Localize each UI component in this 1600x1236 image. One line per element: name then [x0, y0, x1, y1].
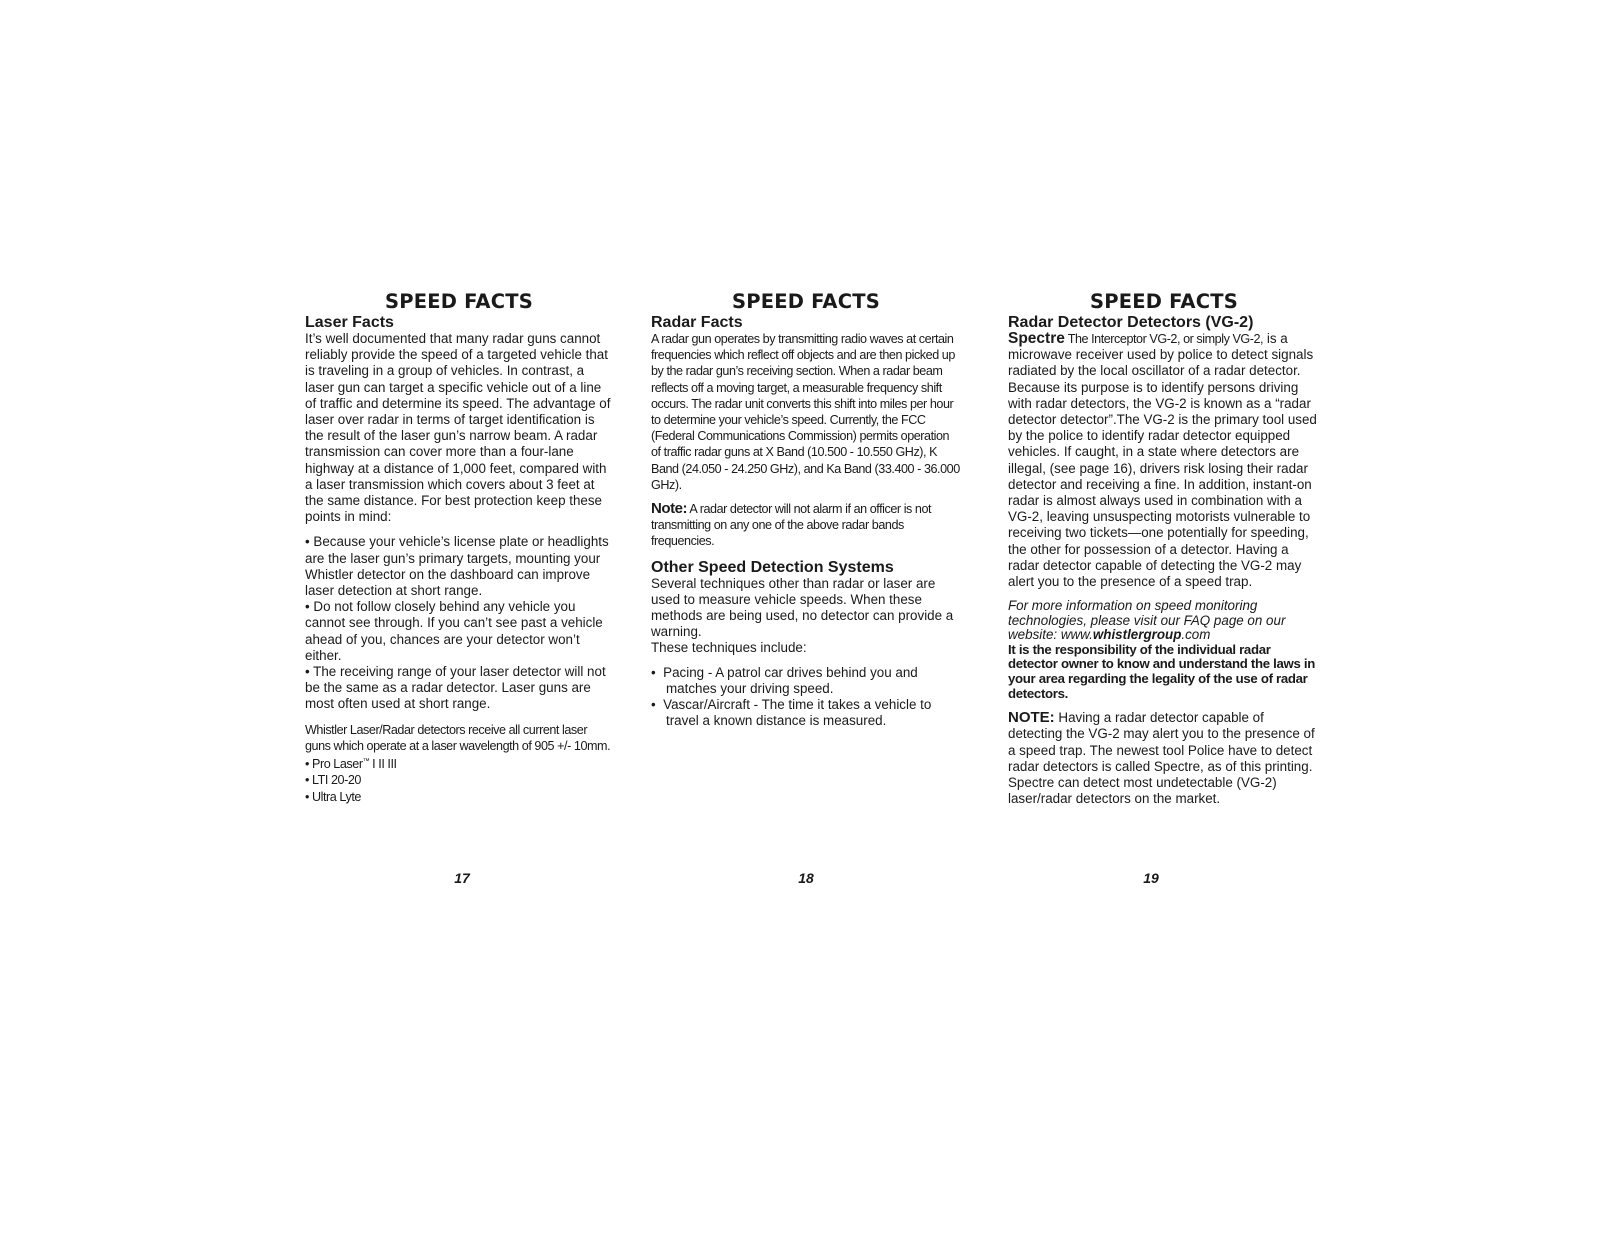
- page-number-18: 18: [798, 870, 814, 886]
- spectre-label: Spectre: [1008, 330, 1065, 347]
- laser-facts-intro: It’s well documented that many radar guns cannot reliably provide the speed of a targeted vehicle that is traveling in a group of vehicles. In contrast, a laser gun can target a specific vehicle out of a line of traffic and determine its speed. The advantage of laser over radar in terms of target identification is the result of the laser gun’s narrow beam. A radar transmission can cover more than a four-lane highway at a distance of 1,000 feet, compared with a laser transmission which covers about 3 feet at the same distance. For best protection keep these points in mind:: [305, 331, 611, 525]
- other-systems-subheading: Other Speed Detection Systems: [651, 558, 894, 576]
- page-17-heading: SPEED FACTS: [385, 290, 533, 313]
- more-info-text: For more information on speed monitoring technologies, please visit our FAQ page on our website: www.whistlergroup.com: [1008, 598, 1286, 643]
- radar-facts-intro: A radar gun operates by transmitting radio waves at certain frequencies which reflect off objects and are then picked up by the radar gun’s receiving section. When a radar beam reflects off a moving target, a measurable frequency shift occurs. The radar unit converts this shift into miles per hour to determine your vehicle’s speed. Currently, the FCC (Federal Communications Commission) permits operation of traffic radar guns at X Band (10.500 - 10.550 GHz), K Band (24.050 - 24.250 GHz), and Ka Band (33.400 - 36.000 GHz).: [651, 332, 960, 492]
- page-19: [1008, 290, 1320, 807]
- laser-tips-list: [305, 534, 613, 712]
- laser-tip-2: • Do not follow closely behind any vehicle you cannot see through. If you can’t see past a vehicle ahead of you, chances are your detector won’t either.: [305, 599, 603, 663]
- page-number-17: 17: [454, 870, 470, 886]
- laser-gun-list: [305, 754, 613, 805]
- laser-receive-text: Whistler Laser/Radar detectors receive all current laser guns which operate at a laser wavelength of 905 +/- 10mm.: [305, 722, 611, 753]
- legal-disclaimer: It is the responsibility of the individual radar detector owner to know and understand the laws in your area regarding the legality of the use of radar detectors.: [1008, 641, 1315, 701]
- laser-gun-item: • Ultra Lyte: [305, 789, 361, 804]
- vg2-note: NOTE: Having a radar detector capable of detecting the VG-2 may alert you to the presence of a speed trap. The newest tool Police have to detect radar detectors is called Spectre, as of this printing. Spectre can detect most undetectable (VG-2) laser/radar detectors on the market.: [1008, 709, 1315, 807]
- page-18-heading: SPEED FACTS: [732, 290, 880, 313]
- other-systems-text: Several techniques other than radar or laser are used to measure vehicle speeds. When these methods are being used, no detector can provide a warning.: [651, 575, 954, 640]
- radar-note: Note: A radar detector will not alarm if an officer is not transmitting on any one of the above radar bands frequencies.: [651, 500, 932, 549]
- radar-detector-detectors-subheading: Radar Detector Detectors (VG-2): [1008, 314, 1254, 331]
- page-17: [305, 290, 613, 805]
- note-label: Note:: [651, 500, 688, 518]
- note-label: NOTE:: [1008, 709, 1055, 727]
- spectre-text: Spectre The Interceptor VG-2, or simply VG-2, is a microwave receiver used by police to detect signals radiated by the local oscillator of a radar detector. Because its purpose is to identify persons driving with radar detectors, the VG-2 is known as a “radar detector detector”.The VG-2 is the primary tool used by the police to identify radar detector equipped vehicles. If caught, in a state where detectors are illegal, (see page 16), drivers risk losing their radar detector and receiving a fine. In addition, instant-on radar is almost always used in combination with a VG-2, leaving unsuspecting motorists vulnerable to receiving two tickets—one potentially for speeding, the other for possession of a detector. Having a radar detector capable of detecting the VG-2 may alert you to the presence of a speed trap.: [1008, 330, 1317, 590]
- page-number-19: 19: [1143, 870, 1159, 886]
- technique-item: • Pacing - A patrol car drives behind you and matches your driving speed.: [651, 664, 918, 696]
- techniques-intro: These techniques include:: [651, 640, 807, 656]
- page-19-heading: SPEED FACTS: [1090, 290, 1238, 313]
- techniques-list: [651, 665, 961, 730]
- laser-gun-item: • Pro Laser™ I II III: [305, 757, 397, 772]
- laser-facts-subheading: Laser Facts: [305, 314, 394, 331]
- technique-item: • Vascar/Aircraft - The time it takes a vehicle to travel a known distance is measured.: [651, 697, 932, 729]
- radar-facts-subheading: Radar Facts: [651, 314, 743, 331]
- page-18: [651, 290, 961, 729]
- laser-gun-item: • LTI 20-20: [305, 773, 361, 788]
- laser-tip-3: • The receiving range of your laser detector will not be the same as a radar detector. Laser guns are most often used at short range.: [305, 664, 606, 712]
- laser-tip-1: • Because your vehicle’s license plate or headlights are the laser gun’s primary targets, mounting your Whistler detector on the dashboard can improve laser detection at short range.: [305, 534, 609, 599]
